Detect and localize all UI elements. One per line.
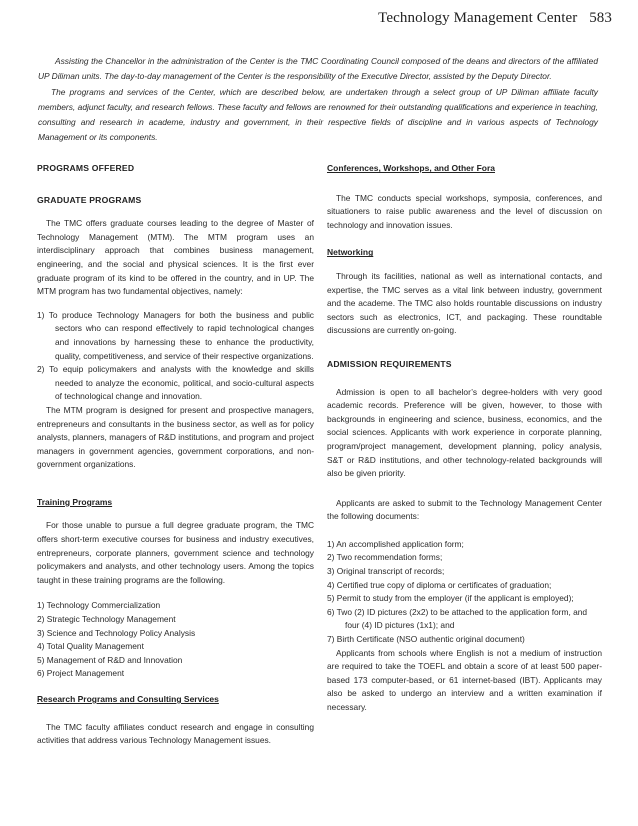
- list-item: 1) An accomplished application form;: [327, 538, 464, 549]
- conferences-paragraph: The TMC conducts special workshops, symposia, conferences, and situationers to raise public awareness and the level of discussion on technology and innovation issues.: [327, 192, 602, 230]
- documents-list: [327, 538, 602, 647]
- list-item: 5) Management of R&D and Innovation: [37, 654, 183, 665]
- page-number: 583: [589, 10, 612, 26]
- list-item: 5) Permit to study from the employer (if the applicant is employed);: [327, 593, 574, 604]
- research-paragraph: The TMC faculty affiliates conduct research and engage in consulting activities that address various Technology Management issues.: [37, 721, 314, 746]
- running-header: [378, 10, 612, 27]
- list-item: 1) Technology Commercialization: [37, 600, 161, 611]
- list-item: 1) To produce Technology Managers for both the business and public sectors who can respond effectively to rapid technological changes and innovations by harnessing these to enhance the productivity, quality, competitiveness, and service of their respective organizations.: [37, 309, 314, 361]
- list-item: 3) Original transcript of records;: [327, 566, 445, 577]
- topics-list: [37, 599, 314, 681]
- intro-paragraph: Assisting the Chancellor in the administration of the Center is the TMC Coordinating Council composed of the deans and directors of the affiliated UP Diliman units. The day-to-day management of the Center is the responsibility of the Executive Director, assisted by the Deputy Director.: [38, 56, 598, 82]
- mtm-paragraph: The MTM program is designed for present and prospective managers, entrepreneurs and consultants in the business sector, as well as for policy analysts, planners, managers of R&D institutions, and program and project managers in government agencies, government corporations, and non-government organizations.: [37, 404, 314, 470]
- intro-paragraph: The programs and services of the Center, which are described below, are undertaken through a select group of UP Diliman affiliate faculty members, adjunct faculty, and research fellows. These faculty and fellows are renowned for their outstanding qualifications and experience in teaching, consulting and research in academe, industry and government, in their respective fields of discipline and in various aspects of Technology Management or its components.: [38, 86, 598, 143]
- objectives-list: [37, 309, 314, 404]
- left-column: [37, 162, 314, 748]
- programs-offered-heading: PROGRAMS OFFERED: [37, 163, 135, 173]
- research-programs-heading: Research Programs and Consulting Services: [37, 694, 219, 704]
- conferences-heading: Conferences, Workshops, and Other Fora: [327, 163, 495, 173]
- networking-heading: Networking: [327, 247, 374, 258]
- foreign-applicants-paragraph: Applicants from schools where English is not a medium of instruction are required to take the TOEFL and obtain a score of at least 500 paper-based 173 computer-based, or 61 internet-based (IBT). Applicants may also be asked to undergo an interview and a written examination if necessary.: [327, 647, 602, 712]
- list-item: 4) Certified true copy of diploma or certificates of graduation;: [327, 579, 552, 590]
- list-item: 7) Birth Certificate (NSO authentic original document): [327, 634, 525, 645]
- list-item: 4) Total Quality Management: [37, 641, 144, 652]
- list-item: 6) Project Management: [37, 668, 125, 679]
- training-programs-heading: Training Programs: [37, 496, 113, 507]
- header-title: Technology Management Center: [378, 10, 578, 26]
- list-item: 3) Science and Technology Policy Analysis: [37, 627, 196, 638]
- admission-requirements-heading: ADMISSION REQUIREMENTS: [327, 358, 452, 369]
- list-item: 2) Two recommendation forms;: [327, 552, 443, 563]
- list-item: 2) Strategic Technology Management: [37, 614, 176, 625]
- graduate-paragraph: The TMC offers graduate courses leading to the degree of Master of Technology Management (MTM). The MTM program uses an interdisciplinary approach that combines business management, engineering, and the social and physical sciences. It is the first ever graduate program of its kind to be offered in the country, and in UP. The MTM program has two fundamental objectives, namely:: [37, 218, 314, 297]
- list-item: four (4) ID pictures (1x1); and: [345, 620, 455, 631]
- list-item: 6) Two (2) ID pictures (2x2) to be attached to the application form, and: [327, 606, 588, 617]
- training-paragraph: For those unable to pursue a full degree graduate program, the TMC offers short-term executive courses for business and industry executives, entrepreneurs, corporate planners, government science and technology policymakers and analysts, and other technology users. Among the topics taught in these training programs are the following.: [37, 520, 314, 585]
- graduate-programs-heading: GRADUATE PROGRAMS: [37, 194, 142, 205]
- list-item: 2) To equip policymakers and analysts with the knowledge and skills needed to analyze the economic, political, and socio-cultural aspects of technological change and innovation.: [37, 364, 314, 402]
- networking-paragraph: Through its facilities, national as well as international contacts, and expertise, the TMC serves as a vital link between industry, government and the academe. The TMC also holds rountable discussions on industry sectors such as electronics, ICT, and packaging. These roundtable discussions are currently on-going.: [327, 270, 602, 336]
- intro-block: [38, 54, 598, 146]
- admission-paragraph: Admission is open to all bachelor’s degree-holders with very good academic records. Preference will be given, however, to those with backgrounds in engineering and science, business, economics, and the social sciences. Applicants with work experience in corporate planning, program/project management, development planning, policy analysis, S&T or R&D institutions, and other technology-related backgrounds will also be given priority.: [327, 386, 602, 479]
- right-column: [327, 162, 602, 715]
- documents-intro-paragraph: Applicants are asked to submit to the Technology Management Center the following documents:: [327, 497, 602, 522]
